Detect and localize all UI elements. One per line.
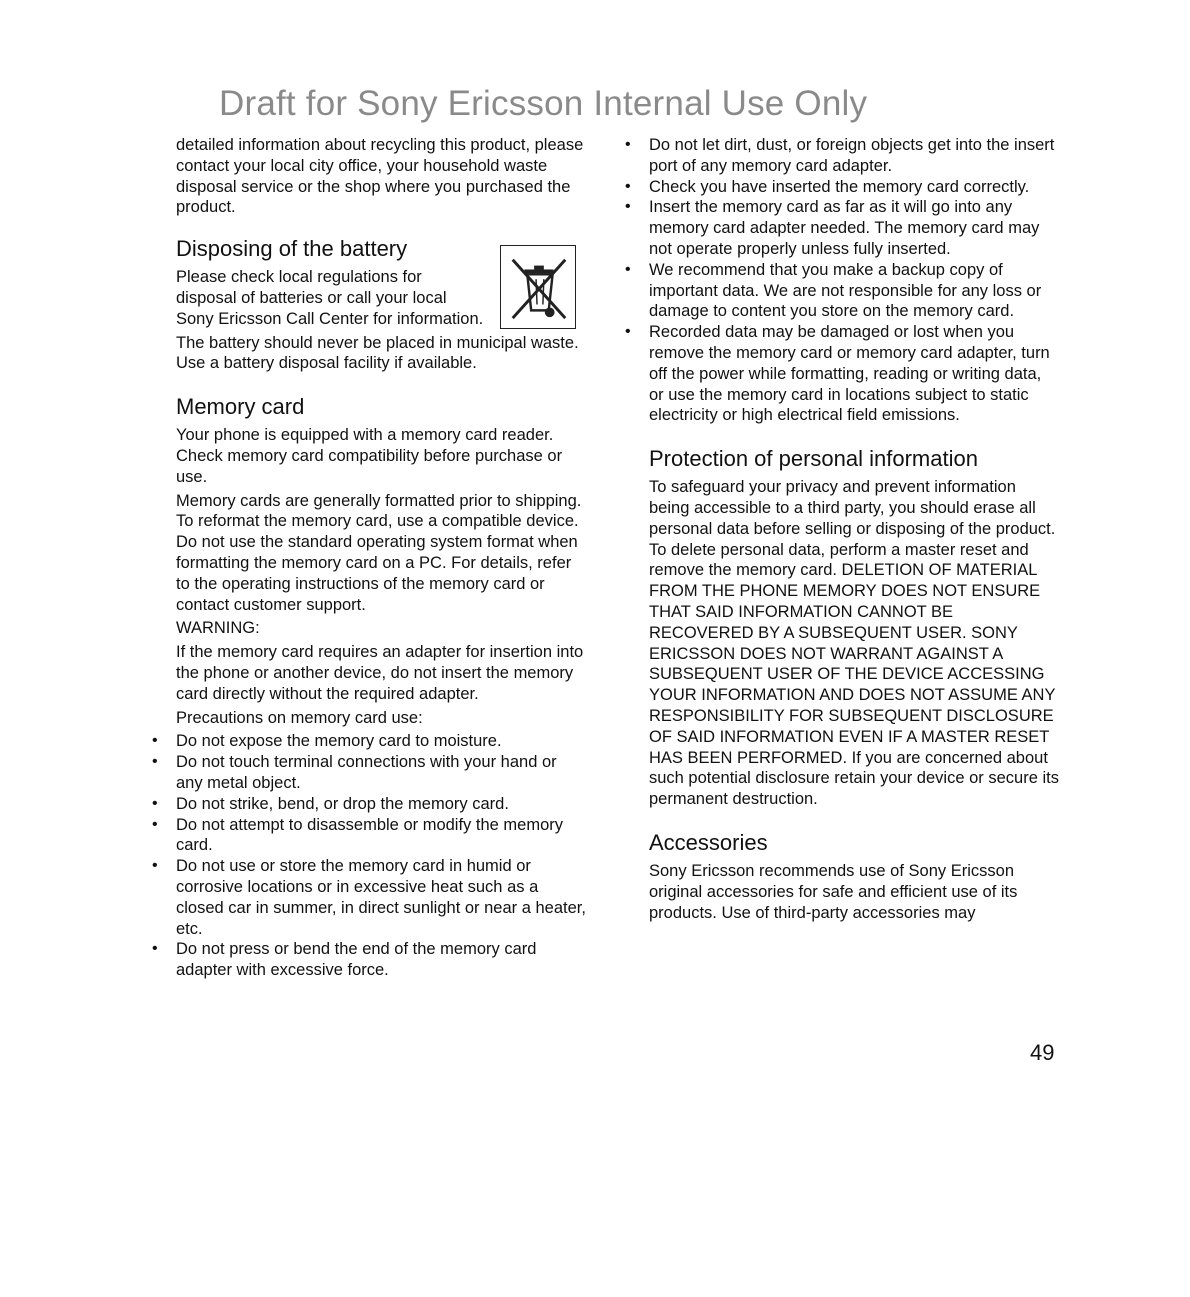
recycling-intro: detailed information about recycling this product, please contact your local city office, your household waste disposal service or the shop where you purchased the product. — [176, 136, 584, 217]
precautions-label: Precautions on memory card use: — [176, 708, 423, 727]
memory-card-tips-list — [649, 135, 1059, 426]
list-item: • We recommend that you make a backup copy of important data. We are not responsible for any loss or damage to content you store on the memory card. — [649, 260, 1059, 322]
protection-paragraph: To safeguard your privacy and prevent information being accessible to a third party, you should erase all personal data before selling or disposing of the product. To delete personal data, perform a master reset and remove the memory card. DELETION OF MATERIAL FROM THE PHONE MEMORY DOES NOT ENSURE THAT SAID INFORMATION CANNOT BE RECOVERED BY A SUBSEQUENT USER. SONY ERICSSON DOES NOT WARRANT AGAINST A SUBSEQUENT USER OF THE DEVICE ACCESSING YOUR INFORMATION AND DOES NOT ASSUME ANY RESPONSIBILITY FOR SUBSEQUENT DISCLOSURE OF SAID INFORMATION EVEN IF A MASTER RESET HAS BEEN PERFORMED. If you are concerned about such potential disclosure retain your device or secure its permanent destruction. — [649, 478, 1059, 809]
list-item: • Do not touch terminal connections with your hand or any metal object. — [176, 752, 586, 794]
battery-heading: Disposing of the battery — [176, 236, 408, 262]
watermark: Draft for Sony Ericsson Internal Use Only — [219, 84, 868, 123]
memory-card-paragraph-2: Memory cards are generally formatted prior to shipping. To reformat the memory card, use a compatible device. Do not use the standard operating system format when formatting the memory card on a PC. For details, refer to the operating instructions of the memory card or contact customer support. — [176, 491, 582, 614]
accessories-paragraph: Sony Ericsson recommends use of Sony Ericsson original accessories for safe and efficient use of its products. Use of third-party accessories may — [649, 861, 1018, 922]
list-item: • Do not let dirt, dust, or foreign objects get into the insert port of any memory card adapter. — [649, 135, 1059, 177]
precautions-list — [176, 731, 586, 981]
list-item: • Insert the memory card as far as it will go into any memory card adapter needed. The memory card may not operate properly unless fully inserted. — [649, 197, 1059, 259]
warning-text: If the memory card requires an adapter for insertion into the phone or another device, do not insert the memory card directly without the required adapter. — [176, 643, 584, 703]
protection-heading: Protection of personal information — [649, 446, 978, 472]
list-item: • Do not press or bend the end of the memory card adapter with excessive force. — [176, 939, 586, 981]
memory-card-paragraph-1: Your phone is equipped with a memory card reader. Check memory card compatibility before purchase or use. — [176, 426, 563, 486]
battery-paragraph: Please check local regulations for disposal of batteries or call your local Sony Ericsson Call Center for information. — [176, 268, 484, 328]
list-item: • Check you have inserted the memory card correctly. — [649, 177, 1059, 198]
battery-warning-paragraph: The battery should never be placed in municipal waste. Use a battery disposal facility if available. — [176, 333, 579, 373]
list-item: • Do not use or store the memory card in humid or corrosive locations or in excessive heat such as a closed car in summer, in direct sunlight or near a heater, etc. — [176, 856, 586, 939]
right-column — [649, 135, 1059, 926]
list-item: • Do not expose the memory card to moisture. — [176, 731, 586, 752]
list-item: • Do not strike, bend, or drop the memory card. — [176, 794, 586, 815]
left-column — [176, 135, 586, 981]
page-number: 49 — [1030, 1040, 1055, 1065]
warning-label: WARNING: — [176, 619, 260, 638]
crossed-bin-icon — [500, 245, 576, 329]
memory-card-heading: Memory card — [176, 394, 305, 420]
accessories-heading: Accessories — [649, 829, 768, 855]
list-item: • Do not attempt to disassemble or modify the memory card. — [176, 815, 586, 857]
list-item: • Recorded data may be damaged or lost when you remove the memory card or memory card adapter, turn off the power while formatting, reading or writing data, or use the memory card in locations subject to static electricity or high electrical field emissions. — [649, 322, 1059, 426]
